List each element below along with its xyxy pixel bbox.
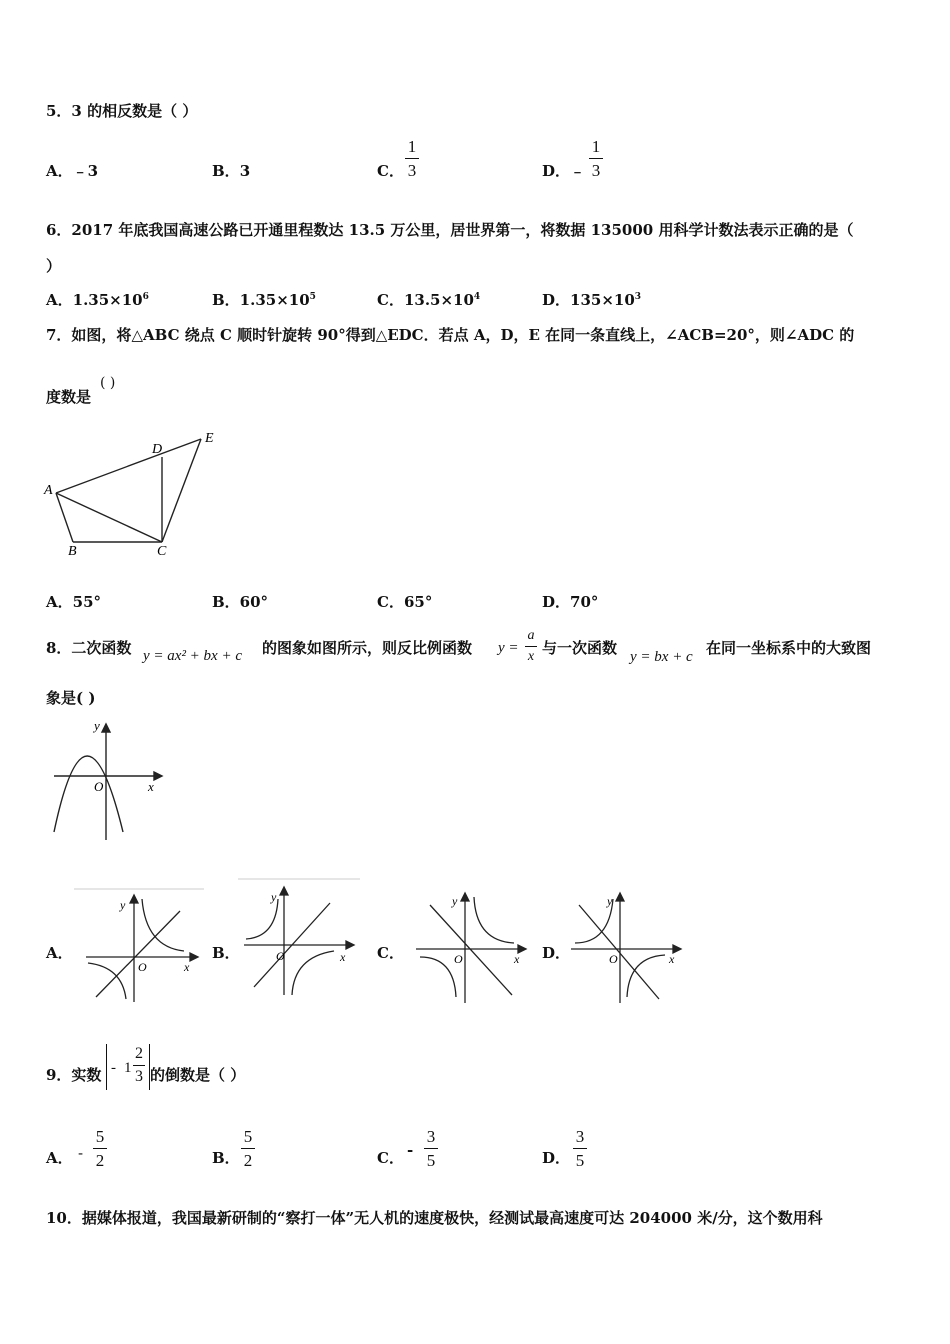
- label-a: A: [44, 483, 53, 498]
- q7-option-b[interactable]: B．60°: [212, 593, 269, 611]
- line-a-e: [56, 439, 201, 493]
- q9-option-c[interactable]: C．: [377, 1149, 404, 1167]
- q9-option-b[interactable]: B．: [212, 1149, 240, 1167]
- q8-option-a-graph[interactable]: [74, 887, 204, 1005]
- hyperbola-branch-q1: [474, 897, 514, 943]
- q8-linear-formula: y = bx + c: [630, 649, 693, 665]
- q5-stem: 5．3 的相反数是（ ）: [46, 102, 198, 120]
- line-graph: [430, 905, 512, 995]
- line-graph: [579, 905, 659, 999]
- q9-option-c-sign: -: [407, 1141, 414, 1159]
- hyperbola-branch-q3: [88, 963, 126, 999]
- q8-option-b-graph[interactable]: [238, 877, 363, 997]
- axis-x-label: x: [148, 779, 154, 794]
- q8-stem-part1: 8．二次函数: [46, 639, 132, 657]
- axis-y-label: y: [94, 718, 100, 733]
- svg-text:y: y: [120, 898, 126, 912]
- q8-parabola-figure: [48, 720, 168, 845]
- svg-text:O: O: [138, 960, 147, 974]
- origin-label: O: [94, 779, 104, 794]
- line-e-c: [162, 439, 201, 542]
- q6-option-c[interactable]: C．$13.5\times 10^4$: [377, 291, 481, 309]
- q10-stem-line1: 10．据媒体报道，我国最新研制的“察打一体”无人机的速度极快，经测试最高速度可达 204000 米/分，这个数用科: [46, 1209, 823, 1227]
- q9-option-a[interactable]: A．: [46, 1149, 73, 1167]
- q8-quadratic-formula: y = ax² + bx + c: [143, 648, 242, 664]
- x-axis-arrow: [154, 772, 162, 780]
- q7-option-d[interactable]: D．70°: [542, 593, 599, 611]
- q8-option-a[interactable]: A．: [46, 944, 73, 962]
- q9-option-d[interactable]: D．: [542, 1149, 571, 1167]
- svg-text:O: O: [454, 952, 463, 966]
- q8-stem-part3: 与一次函数: [542, 639, 618, 657]
- q9-option-c-fraction: 3 5: [424, 1128, 438, 1169]
- q8-inverse-formula-left: y =: [498, 640, 519, 656]
- q8-stem-part4: 在同一坐标系中的大致图: [706, 639, 872, 657]
- q9-option-d-fraction: 3 5: [573, 1128, 587, 1169]
- svg-text:x: x: [184, 960, 190, 974]
- q5-option-c-fraction: 1 3: [405, 138, 419, 179]
- q6-option-b[interactable]: B．$1.35\times 10^5$: [212, 291, 316, 309]
- q6-option-a[interactable]: A．$1.35\times 10^6$: [46, 291, 149, 309]
- label-d: D: [152, 442, 163, 457]
- hyperbola-branch-q4: [292, 951, 334, 995]
- q9-absolute-value: - 1 2 3: [106, 1044, 150, 1090]
- q7-option-c[interactable]: C．65°: [377, 593, 433, 611]
- svg-text:y: y: [452, 894, 458, 908]
- q7-triangle-figure: [40, 425, 230, 560]
- q8-option-b[interactable]: B．: [212, 944, 240, 962]
- svg-text:x: x: [340, 950, 346, 964]
- svg-text:x: x: [514, 952, 520, 966]
- q8-option-c[interactable]: C．: [377, 944, 404, 962]
- label-b: B: [68, 544, 77, 559]
- q8-option-d[interactable]: D．: [542, 944, 571, 962]
- hyperbola-branch-q4: [627, 955, 665, 997]
- q5-option-b[interactable]: B．3: [212, 162, 251, 180]
- q8-stem-part2: 的图象如图所示，则反比例函数: [262, 639, 473, 657]
- q7-option-a[interactable]: A．55°: [46, 593, 102, 611]
- hyperbola-branch-q3: [420, 957, 456, 997]
- svg-text:y: y: [271, 890, 277, 904]
- parabola-curve: [54, 756, 123, 832]
- q6-option-d[interactable]: D．$135\times 10^3$: [542, 291, 642, 309]
- q5-option-c[interactable]: C．: [377, 162, 404, 180]
- q8-option-c-graph[interactable]: [410, 885, 535, 1005]
- q8-stem-line2: 象是( ): [46, 689, 96, 707]
- hyperbola-branch-q2: [246, 899, 278, 939]
- q5-option-d-fraction: 1 3: [589, 138, 603, 179]
- q5-option-a[interactable]: A．﹣3: [46, 162, 99, 180]
- q6-stem-line1: 6．2017 年底我国高速公路已开通里程数达 13.5 万公里，居世界第一，将数据 135000 用科学计数法表示正确的是（: [46, 221, 854, 239]
- label-c: C: [157, 544, 167, 559]
- label-e: E: [205, 431, 214, 446]
- svg-text:O: O: [276, 949, 285, 963]
- q8-option-d-graph[interactable]: [565, 885, 690, 1005]
- q9-option-a-fraction: 5 2: [93, 1128, 107, 1169]
- q5-option-d[interactable]: D．﹣: [542, 162, 586, 180]
- q7-stem-line2: 度数是: [46, 388, 92, 406]
- q9-stem-part2: 的倒数是（ ）: [150, 1066, 246, 1084]
- line-a-c: [56, 493, 162, 542]
- q8-inverse-formula-fraction: a x: [525, 629, 537, 664]
- q6-stem-line2: ）: [46, 257, 62, 275]
- q9-option-b-fraction: 5 2: [241, 1128, 255, 1169]
- svg-text:y: y: [607, 894, 613, 908]
- line-graph: [96, 911, 180, 997]
- q9-option-a-sign: -: [78, 1144, 84, 1162]
- svg-text:O: O: [609, 952, 618, 966]
- y-axis-arrow: [102, 724, 110, 732]
- q9-stem-part1: 9．实数: [46, 1066, 102, 1084]
- svg-text:x: x: [669, 952, 675, 966]
- q7-stem-line1: 7．如图，将△ABC 绕点 C 顺时针旋转 90°得到△EDC．若点 A，D，E 在同一条直线上，∠ACB=20°，则∠ADC 的: [46, 326, 855, 344]
- q7-answer-paren: ( ): [100, 375, 116, 391]
